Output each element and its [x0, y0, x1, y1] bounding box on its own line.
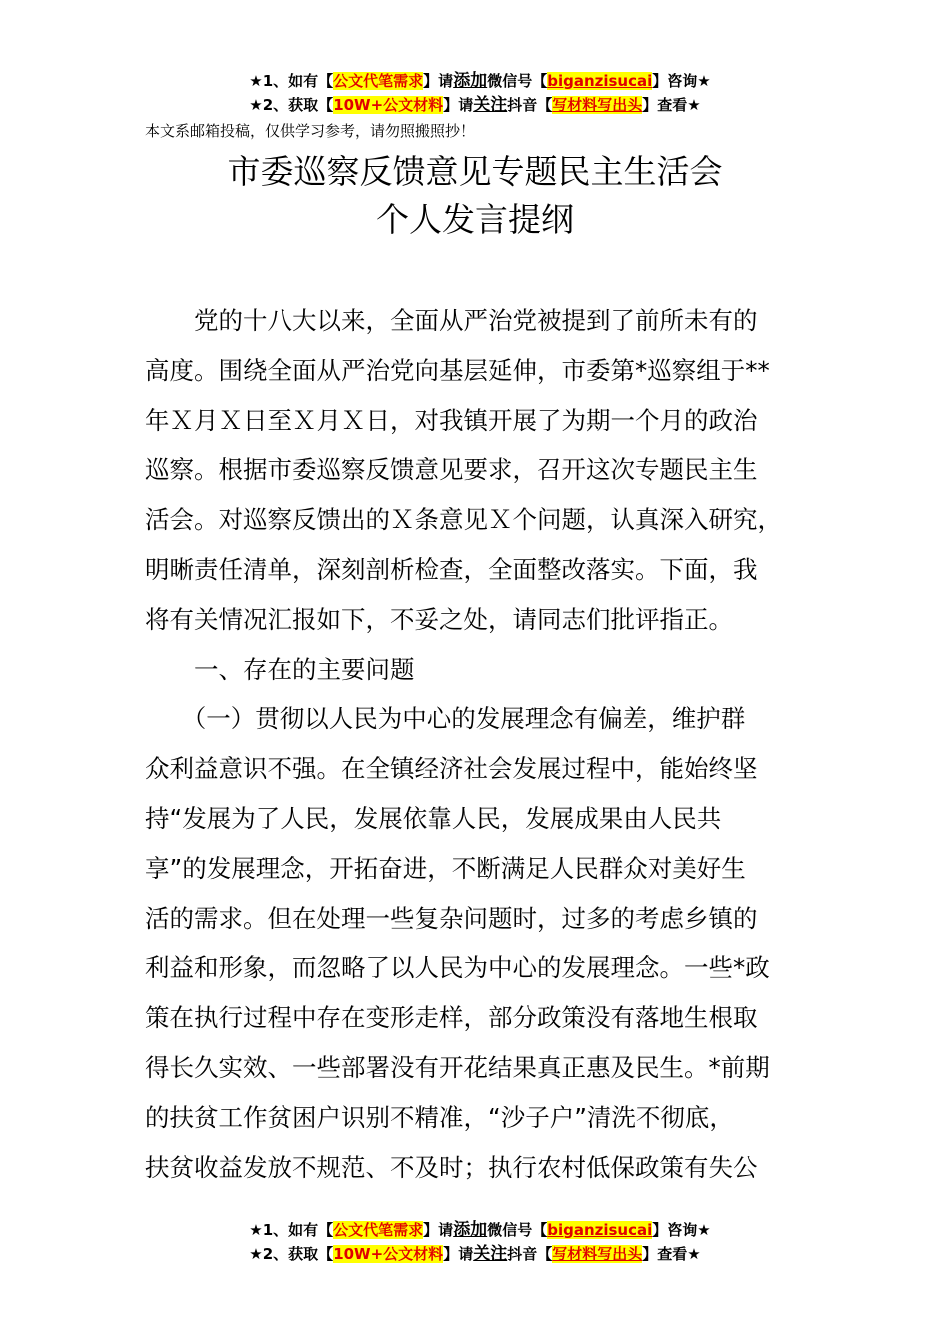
body-line: 利益和形象，而忽略了以人民为中心的发展理念。一些*政 — [145, 953, 770, 983]
ad-line-2: ★2、获取【10W+公文材料】请关注抖音【写材料写出头】查看★ — [249, 1244, 701, 1264]
wechat-id: biganzisucai — [547, 72, 653, 90]
body-line: 扶贫收益发放不规范、不及时；执行农村低保政策有失公 — [145, 1152, 758, 1182]
ad-line-2: ★2、获取【10W+公文材料】请关注抖音【写材料写出头】查看★ — [249, 95, 701, 115]
document-title: 市委巡察反馈意见专题民主生活会 个人发言提纲 — [227, 152, 723, 239]
highlight: 公文代笔需求 — [333, 72, 424, 90]
body-line: 巡察。根据市委巡察反馈意见要求，召开这次专题民主生 — [145, 455, 758, 485]
body-line: 将有关情况汇报如下，不妥之处，请同志们批评指正。 — [145, 604, 733, 634]
body-line: 得长久实效、一些部署没有开花结果真正惠及民生。*前期 — [145, 1052, 770, 1082]
body-line: 的扶贫工作贫困户识别不精准，“沙子户”清洗不彻底， — [145, 1102, 734, 1132]
ad-line-1: ★1、如有【公文代笔需求】请添加微信号【biganzisucai】咨询★ — [249, 71, 711, 91]
ad-line-1: ★1、如有【公文代笔需求】请添加微信号【biganzisucai】咨询★ — [249, 1220, 711, 1240]
douyin-id: 写材料写出头 — [552, 96, 643, 114]
body-line: 党的十八大以来，全面从严治党被提到了前所未有的 — [145, 306, 758, 335]
body-line: 高度。围绕全面从严治党向基层延伸，市委第*巡察组于** — [145, 355, 770, 385]
body-line: 持“发展为了人民，发展依靠人民，发展成果由人民共 — [145, 803, 722, 833]
body-line: 活的需求。但在处理一些复杂问题时，过多的考虑乡镇的 — [145, 903, 758, 933]
header-ad — [0, 69, 950, 117]
body-line: 年Ｘ月Ｘ日至Ｘ月Ｘ日，对我镇开展了为期一个月的政治 — [145, 405, 758, 435]
body-line: 众利益意识不强。在全镇经济社会发展过程中，能始终坚 — [145, 754, 758, 784]
body-line: 享”的发展理念，开拓奋进，不断满足人民群众对美好生 — [145, 853, 746, 883]
body-line: 活会。对巡察反馈出的Ｘ条意见Ｘ个问题，认真深入研究， — [145, 505, 782, 535]
footer-ad — [0, 1218, 950, 1266]
body-line: 一、存在的主要问题 — [145, 654, 415, 684]
document-body — [145, 296, 782, 1192]
body-line: 明晰责任清单，深刻剖析检查，全面整改落实。下面，我 — [145, 554, 758, 584]
body-line: （一）贯彻以人民为中心的发展理念有偏差，维护群 — [145, 704, 746, 734]
body-line: 策在执行过程中存在变形走样，部分政策没有落地生根取 — [145, 1003, 758, 1033]
disclaimer-note: 本文系邮箱投稿，仅供学习参考，请勿照搬照抄！ — [145, 122, 476, 140]
